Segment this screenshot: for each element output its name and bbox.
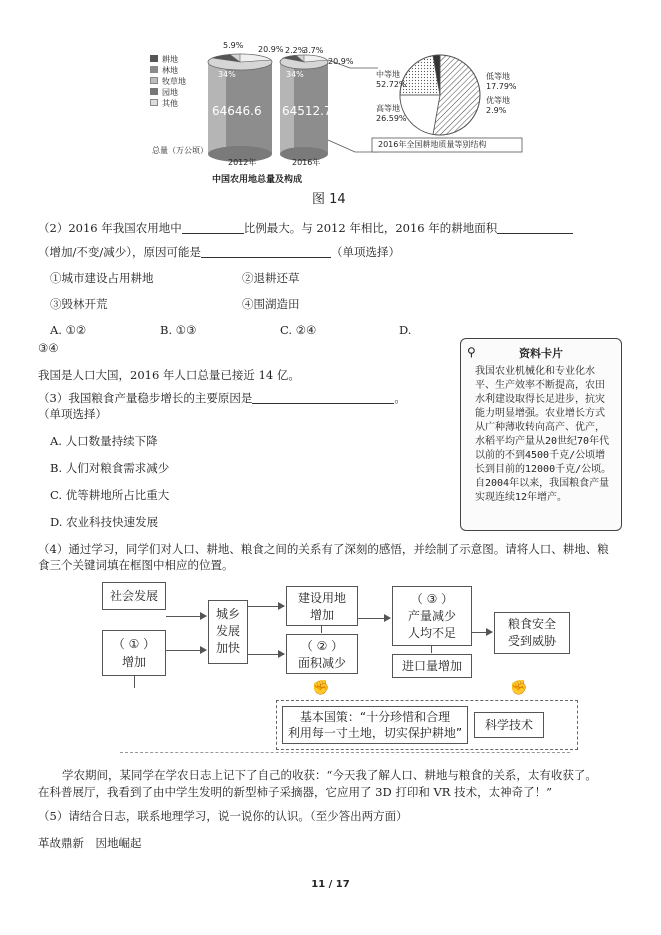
q2-blank-3[interactable] (201, 245, 331, 258)
cyl2012-left-pct: 34% (218, 70, 236, 79)
arrow-population-to-urban (166, 650, 206, 651)
box-grain[interactable] (392, 586, 472, 646)
box-grain-label1: 产量减少 (407, 609, 456, 623)
q2-option-2: ②退耕还草 (242, 271, 300, 285)
figure-caption: 图 14 (312, 192, 346, 207)
legend-item: 其他 (150, 98, 186, 109)
pie-label-high: 高等地 26.59% (376, 104, 407, 123)
arrow-cropland-to-grain (358, 618, 390, 619)
intro-text: 我国是人口大国，2016 年人口总量已接近 14 亿。 (38, 368, 300, 382)
legend-item: 牧草地 (150, 76, 186, 87)
q3-choice-b[interactable]: B. 人们对粮食需求减少 (50, 461, 170, 475)
q3-choice-c[interactable]: C. 优等耕地所占比重大 (50, 488, 170, 502)
q3-line2: （单项选择） (38, 407, 107, 421)
data-card-body: 我国农业机械化和专业化水平、生产效率不断提高，农田水利建设取得长足进步，抗灾能力明显增强。农业增长方式从广种薄收转向高产、优产，水稻平均产量从20世纪70年代以前的不到4500千克/公顷增长到目前的12000千克/公顷。自2004年以来，我国粮食产量实现连续12年增产。 (475, 366, 612, 503)
q2-option-3: ③毁林开荒 (50, 297, 108, 311)
q2-line1: （2）2016 年我国农用地中 比例最大。与 2012 年相比，2016 年的耕地面积 (38, 220, 573, 236)
pie-title: 2016年全国耕地质量等别结构 (378, 140, 487, 149)
q4-line2: 食三个关键词填在框图中相应的位置。 (38, 558, 234, 572)
cyl2016-year: 2016年 (292, 158, 321, 167)
q2-option-1: ①城市建设占用耕地 (50, 271, 154, 285)
legend-item: 林地 (150, 65, 186, 76)
data-card-title: 资料卡片 (519, 347, 563, 360)
fist-icon: ✊ (510, 680, 528, 696)
cyl2012-total: 64646.6 (212, 104, 262, 118)
q4-line1: （4）通过学习，同学们对人口、耕地、粮食之间的关系有了深刻的感悟，并绘制了示意图。请将人口、耕地、粮 (38, 542, 609, 556)
box-import: 进口量增加 (392, 654, 472, 678)
diagram-bottom-rule (120, 752, 570, 753)
arrow-population-cropland-line (134, 676, 135, 688)
q2-blank-1[interactable] (182, 221, 244, 234)
answer-words: 革故鼎新 因地崛起 (38, 836, 142, 850)
q2-blank-2[interactable] (497, 221, 573, 234)
arrow-grain-to-safety (472, 632, 492, 633)
box-food-security: 粮食安全 受到威胁 (494, 612, 570, 654)
box-population[interactable] (102, 630, 166, 676)
pie-label-best: 优等地 2.9% (486, 96, 510, 115)
key-icon: ⚲ (467, 345, 476, 359)
legend-item: 耕地 (150, 54, 186, 65)
q3-line1: （3）我国粮食产量稳步增长的主要原因是 。 (38, 391, 406, 405)
arrow-construction-down (321, 626, 322, 633)
diary-line2: 在科普展厅，我看到了由中学生发明的新型柿子采摘器，它应用了 3D 打印和 VR 技术，太神奇了！” (38, 785, 552, 799)
box-cropland-blank[interactable]: （ ② ） (300, 639, 344, 653)
cyl2016-total: 64512.7 (282, 104, 332, 118)
arrow-urban-to-construction (248, 606, 284, 607)
box-national-policy: 基本国策：“十分珍惜和合理 利用每一寸土地，切实保护耕地” (282, 706, 468, 744)
figure-14 (150, 40, 530, 208)
pie-label-low: 低等地 17.79% (486, 72, 517, 91)
data-card (460, 338, 622, 531)
q2-line2: （增加/不变/减少），原因可能是 （单项选择） (38, 245, 400, 259)
cyl2016-top-pct2: 3.7% (303, 46, 324, 55)
diary-line1: 学农期间，某同学在学农日志上记下了自己的收获：“今天我了解人口、耕地与粮食的关系，太有收获了。 (62, 768, 597, 782)
cyl2016-top-pct: 2.2% (285, 46, 306, 55)
q3-blank[interactable] (252, 391, 394, 404)
q5-text: （5）请结合日志，联系地理学习，说一说你的认识。（至少答出两方面） (38, 809, 408, 823)
box-science-tech: 科学技术 (474, 712, 544, 738)
axis-label: 总量（万公顷） (152, 146, 208, 155)
box-cropland-label: 面积减少 (297, 656, 346, 670)
legend-item: 园地 (150, 87, 186, 98)
box-construction-land: 建设用地 增加 (286, 586, 358, 626)
q2-option-4: ④围湖造田 (242, 297, 300, 311)
box-grain-blank[interactable]: （ ③ ） (410, 592, 454, 606)
box-social-development: 社会发展 (102, 582, 166, 610)
q2-choice-d[interactable]: D. (399, 323, 412, 337)
box-population-label: 增加 (121, 655, 146, 669)
pie-label-medium: 中等地 52.72% (376, 70, 407, 89)
cyl2016-right-pct: 20.9% (328, 57, 354, 66)
box-population-blank[interactable]: （ ① ） (112, 637, 156, 651)
arrow-social-to-urban (166, 616, 206, 617)
q2-choice-d-content: ③④ (38, 341, 59, 355)
cyl2012-top-pct: 5.9% (223, 41, 244, 50)
cyl2012-right-pct: 20.9% (258, 45, 284, 54)
connector-lines (328, 60, 378, 152)
chart-title: 中国农用地总量及构成 (212, 175, 303, 185)
box-urban-development: 城乡 发展 加快 (208, 600, 248, 664)
q3-choice-d[interactable]: D. 农业科技快速发展 (50, 515, 159, 529)
cyl2012-year: 2012年 (228, 158, 257, 167)
cyl2016-left-pct: 34% (286, 70, 304, 79)
relationship-diagram (100, 578, 620, 754)
q2-choice-c[interactable]: C. ②④ (280, 323, 317, 337)
arrow-urban-to-cropland (248, 654, 284, 655)
q2-choice-a[interactable]: A. ①② (50, 323, 87, 337)
fist-icon: ✊ (312, 680, 330, 696)
q3-choice-a[interactable]: A. 人口数量持续下降 (50, 434, 158, 448)
box-cropland[interactable] (286, 634, 358, 674)
q2-choice-b[interactable]: B. ①③ (160, 323, 197, 337)
page-number: 11 / 17 (311, 879, 350, 890)
arrow-grain-down (431, 646, 432, 653)
box-grain-label2: 人均不足 (407, 626, 456, 640)
